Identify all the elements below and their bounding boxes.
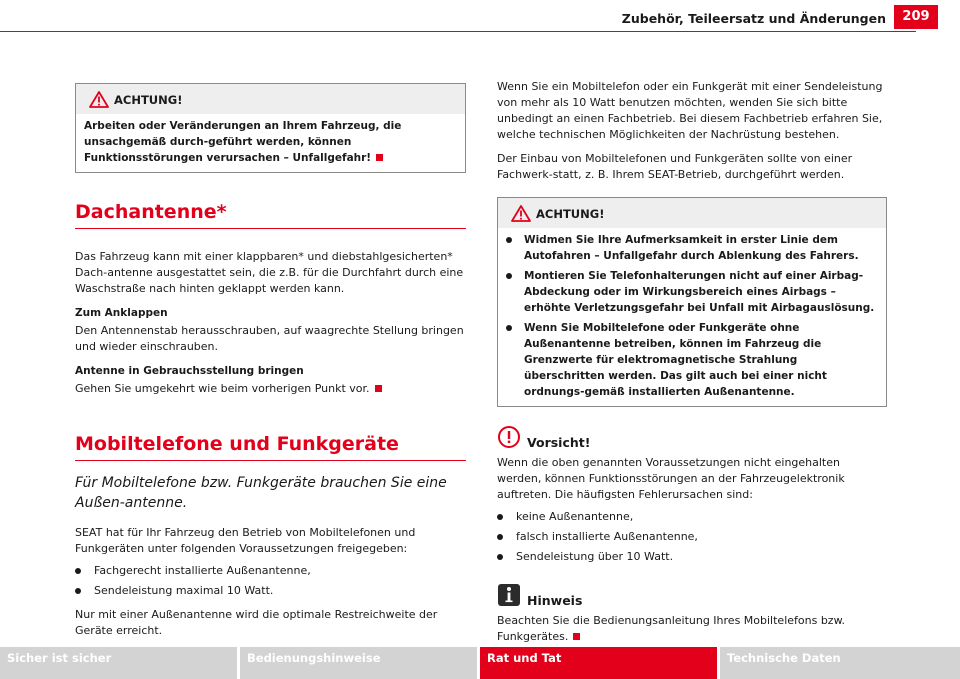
warning-body (498, 228, 886, 406)
end-square-icon (376, 154, 383, 161)
bullet-icon (506, 237, 512, 243)
tab-rat-und-tat[interactable]: Rat und Tat (480, 647, 717, 679)
warning-text: Arbeiten oder Veränderungen an Ihrem Fahrzeug, die unsachgemäß durch-geführt werden, können Funktionsstörungen verursachen – Unfallgefahr! (84, 120, 402, 164)
gebrauchsstellung-text (75, 381, 466, 397)
bullet-icon (75, 568, 81, 574)
mobil-closing: Nur mit einer Außenantenne wird die optimale Restreichweite der Geräte erreicht. (75, 608, 438, 637)
warning-item (506, 268, 878, 316)
list-item (497, 549, 887, 565)
note-title: Hinweis (527, 593, 583, 608)
warning-box (75, 83, 466, 173)
tab-bedienungshinweise[interactable]: Bedienungshinweise (240, 647, 477, 679)
list-item-text: keine Außenantenne, (516, 510, 634, 523)
warning-box-2 (497, 197, 887, 407)
note-sentence: Beachten Sie die Bedienungsanleitung Ihres Mobiltelefons bzw. Funkgerätes. (497, 614, 846, 643)
tab-technische-daten[interactable]: Technische Daten (720, 647, 960, 679)
bullet-icon (506, 273, 512, 279)
running-title: Zubehör, Teileersatz und Änderungen (621, 11, 886, 26)
list-item (75, 583, 466, 599)
subheading-anklappen: Zum Anklappen (75, 307, 168, 319)
anklappen-text: Den Antennenstab herausschrauben, auf waagrechte Stellung bringen und wieder einschrauben. (75, 324, 464, 353)
caution-icon (497, 425, 521, 449)
warning-item-text: Widmen Sie Ihre Aufmerksamkeit in erster Linie dem Autofahren – Unfallgefahr durch Ablenkung des Fahrers. (524, 234, 859, 262)
end-square-icon (573, 633, 580, 640)
note-text (497, 613, 887, 645)
tab-sicher-ist-sicher[interactable]: Sicher ist sicher (0, 647, 237, 679)
section-heading-mobiltelefone: Mobiltelefone und Funkgeräte (75, 433, 466, 461)
subheading-gebrauchsstellung: Antenne in Gebrauchsstellung bringen (75, 365, 304, 377)
page-number: 209 (894, 5, 938, 29)
caution-title: Vorsicht! (527, 435, 591, 450)
gebrauchsstellung-sentence: Gehen Sie umgekehrt wie beim vorherigen Punkt vor. (75, 382, 370, 395)
right-para-1: Wenn Sie ein Mobiltelefon oder ein Funkgerät mit einer Sendeleistung von mehr als 10 Watt benutzen möchten, wenden Sie sich bitte unbedingt an einen Fachbetrieb. Bei diesem Fachbetrieb erfahren Sie, welche technischen Möglichkeiten der Nachrüstung bestehen. (497, 80, 883, 141)
caution-text: Wenn die oben genannten Voraussetzungen nicht eingehalten werden, können Funktionsstörungen an der Fahrzeugelektronik auftreten. Die häufigsten Fehlerursachen sind: (497, 456, 845, 501)
list-item-text: Fachgerecht installierte Außenantenne, (94, 564, 311, 577)
list-item (497, 529, 887, 545)
bullet-icon (506, 325, 512, 331)
bullet-icon (75, 588, 81, 594)
end-square-icon (375, 385, 382, 392)
warning-header (498, 198, 886, 228)
list-item (497, 509, 887, 525)
bullet-icon (497, 534, 503, 540)
bullet-icon (497, 514, 503, 520)
right-para-2: Der Einbau von Mobiltelefonen und Funkgeräten sollte von einer Fachwerk-statt, z. B. Ihrem SEAT-Betrieb, durchgeführt werden. (497, 152, 853, 181)
right-column (497, 79, 887, 645)
caution-bullet-list (497, 509, 887, 565)
left-column (75, 83, 466, 639)
warning-triangle-icon (511, 205, 531, 222)
warning-triangle-icon (89, 91, 109, 108)
mobil-intro-italic: Für Mobiltelefone bzw. Funkgeräte brauchen Sie eine Außen-antenne. (75, 475, 447, 511)
warning-body (76, 114, 465, 172)
section-heading-dachantenne: Dachantenne* (75, 201, 466, 229)
header-rule (0, 31, 916, 32)
bullet-icon (497, 554, 503, 560)
mobil-text: SEAT hat für Ihr Fahrzeug den Betrieb von Mobiltelefonen und Funkgeräten unter folgenden Voraussetzungen freigegeben: (75, 526, 416, 555)
list-item (75, 563, 466, 579)
footer-nav (0, 647, 960, 679)
note-header (497, 583, 887, 611)
warning-item (506, 320, 878, 400)
list-item-text: falsch installierte Außenantenne, (516, 530, 698, 543)
list-item-text: Sendeleistung über 10 Watt. (516, 550, 674, 563)
warning-item-text: Wenn Sie Mobiltelefone oder Funkgeräte ohne Außenantenne betreiben, können im Fahrzeug die Grenzwerte für elektromagnetische Strahlung überschritten werden. Das gilt auch bei einer nicht ordnungs-gemäß installierten Außenantenne. (524, 322, 827, 398)
note-icon (497, 583, 521, 607)
warning-item (506, 232, 878, 264)
running-head (0, 0, 960, 34)
warning-title: ACHTUNG! (536, 207, 605, 221)
list-item-text: Sendeleistung maximal 10 Watt. (94, 584, 274, 597)
warning-header (76, 84, 465, 114)
dachantenne-intro: Das Fahrzeug kann mit einer klappbaren* und diebstahlgesicherten* Dach-antenne ausgestattet sein, die z.B. für die Durchfahrt durch eine Waschstraße nach hinten geklappt werden kann. (75, 250, 464, 295)
warning-title: ACHTUNG! (114, 93, 183, 107)
caution-header (497, 425, 887, 453)
warning-item-text: Montieren Sie Telefonhalterungen nicht auf einer Airbag-Abdeckung oder im Wirkungsbereich eines Airbags – erhöhte Verletzungsgefahr bei Unfall mit Airbagauslösung. (524, 270, 875, 314)
mobil-bullet-list (75, 563, 466, 599)
